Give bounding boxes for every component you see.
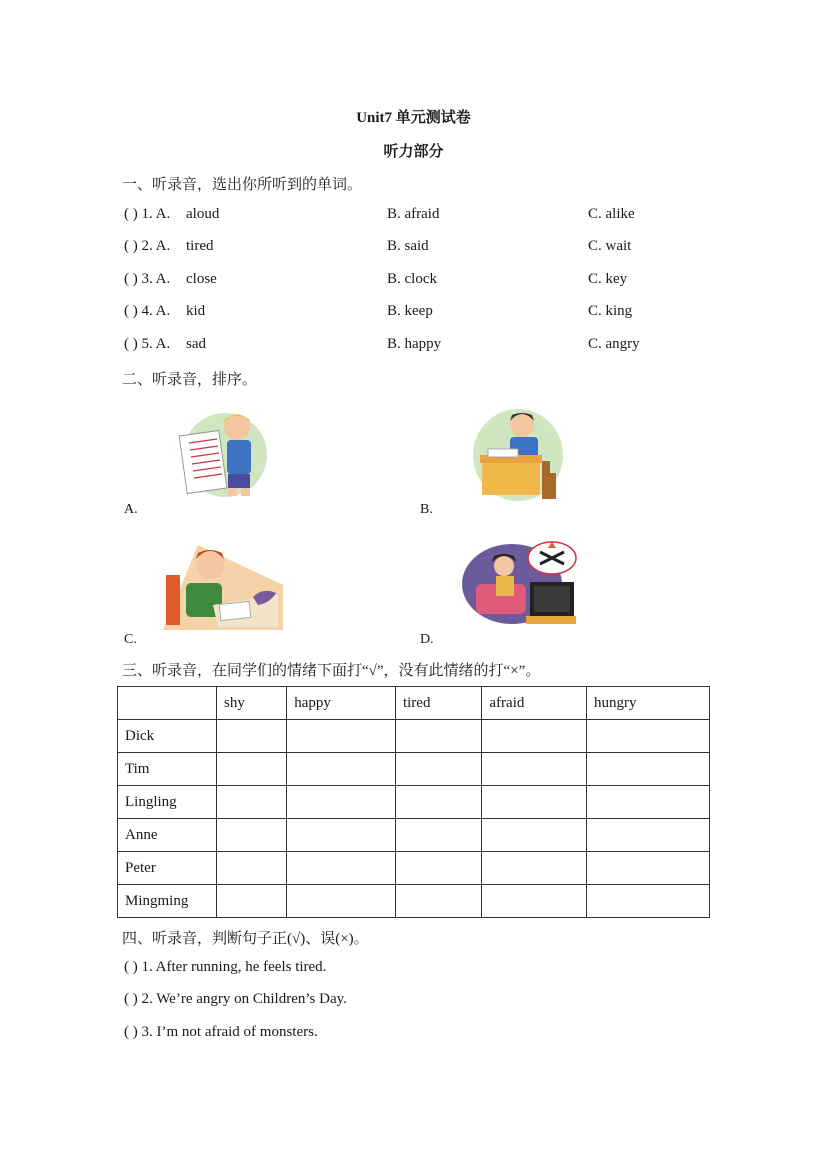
answer-cell[interactable]	[587, 753, 710, 786]
answer-cell[interactable]	[395, 753, 481, 786]
table-row	[118, 885, 710, 918]
answer-cell[interactable]	[287, 885, 396, 918]
item-prefix: ( ) 3. A.	[124, 271, 171, 287]
table-header-cell: hungry	[587, 687, 710, 720]
answer-cell[interactable]	[587, 819, 710, 852]
page-title: Unit7 单元测试卷	[356, 110, 471, 126]
item-prefix: ( ) 4. A.	[124, 303, 171, 319]
table-row	[118, 786, 710, 819]
answer-cell[interactable]	[287, 720, 396, 753]
option-c: C. angry	[588, 336, 640, 352]
answer-cell[interactable]	[482, 852, 587, 885]
answer-cell[interactable]	[587, 786, 710, 819]
emotion-table	[117, 686, 710, 918]
row-name: Lingling	[118, 786, 217, 819]
picture-d-label: D.	[420, 632, 434, 647]
answer-cell[interactable]	[287, 819, 396, 852]
answer-cell[interactable]	[217, 885, 287, 918]
answer-cell[interactable]	[587, 720, 710, 753]
option-a: aloud	[186, 206, 220, 222]
answer-cell[interactable]	[287, 753, 396, 786]
table-header-cell	[118, 687, 217, 720]
answer-cell[interactable]	[395, 720, 481, 753]
answer-cell[interactable]	[482, 786, 587, 819]
answer-cell[interactable]	[482, 885, 587, 918]
row-name: Mingming	[118, 885, 217, 918]
row-name: Anne	[118, 819, 217, 852]
boy-tired-at-table-icon	[158, 535, 283, 631]
answer-cell[interactable]	[587, 885, 710, 918]
table-row	[118, 720, 710, 753]
section2-heading: 二、听录音，排序。	[122, 372, 258, 388]
girl-scared-by-tv-icon	[462, 540, 580, 628]
table-row	[118, 753, 710, 786]
answer-cell[interactable]	[217, 852, 287, 885]
table-header-cell: afraid	[482, 687, 587, 720]
answer-cell[interactable]	[395, 885, 481, 918]
option-c: C. key	[588, 271, 628, 287]
option-a: tired	[186, 238, 214, 254]
answer-cell[interactable]	[482, 819, 587, 852]
table-header-cell: happy	[287, 687, 396, 720]
boy-reading-paper-icon	[165, 405, 270, 500]
answer-cell[interactable]	[287, 852, 396, 885]
judgement-item: ( ) 3. I’m not afraid of monsters.	[124, 1024, 318, 1040]
section3-heading: 三、听录音，在同学们的情绪下面打“√”，没有此情绪的打“×”。	[122, 663, 541, 679]
option-a: kid	[186, 303, 206, 319]
option-c: C. king	[588, 303, 633, 319]
picture-a-label: A.	[124, 502, 138, 517]
answer-cell[interactable]	[395, 786, 481, 819]
item-prefix: ( ) 5. A.	[124, 336, 171, 352]
row-name: Dick	[118, 720, 217, 753]
table-row	[118, 819, 710, 852]
picture-b-label: B.	[420, 502, 433, 517]
item-prefix: ( ) 2. A.	[124, 238, 171, 254]
judgement-item: ( ) 2. We’re angry on Children’s Day.	[124, 991, 347, 1007]
row-name: Peter	[118, 852, 217, 885]
answer-cell[interactable]	[395, 852, 481, 885]
option-b: B. clock	[387, 271, 437, 287]
option-c: C. wait	[588, 238, 632, 254]
answer-cell[interactable]	[217, 753, 287, 786]
boy-at-desk-icon	[470, 403, 565, 503]
option-c: C. alike	[588, 206, 635, 222]
table-header-cell: shy	[217, 687, 287, 720]
page-subtitle: 听力部分	[383, 144, 444, 160]
picture-c-label: C.	[124, 632, 137, 647]
table-row	[118, 852, 710, 885]
answer-cell[interactable]	[587, 852, 710, 885]
option-a: close	[186, 271, 217, 287]
answer-cell[interactable]	[482, 753, 587, 786]
section4-heading: 四、听录音，判断句子正(√)、误(×)。	[122, 931, 369, 947]
answer-cell[interactable]	[217, 819, 287, 852]
table-header-row	[118, 687, 710, 720]
answer-cell[interactable]	[287, 786, 396, 819]
answer-cell[interactable]	[217, 720, 287, 753]
section1-heading: 一、听录音，选出你所听到的单词。	[122, 177, 363, 193]
option-b: B. keep	[387, 303, 433, 319]
option-b: B. said	[387, 238, 429, 254]
answer-cell[interactable]	[217, 786, 287, 819]
option-b: B. happy	[387, 336, 442, 352]
answer-cell[interactable]	[482, 720, 587, 753]
option-b: B. afraid	[387, 206, 440, 222]
table-header-cell: tired	[395, 687, 481, 720]
option-a: sad	[186, 336, 206, 352]
row-name: Tim	[118, 753, 217, 786]
answer-cell[interactable]	[395, 819, 481, 852]
judgement-item: ( ) 1. After running, he feels tired.	[124, 959, 327, 975]
item-prefix: ( ) 1. A.	[124, 206, 171, 222]
